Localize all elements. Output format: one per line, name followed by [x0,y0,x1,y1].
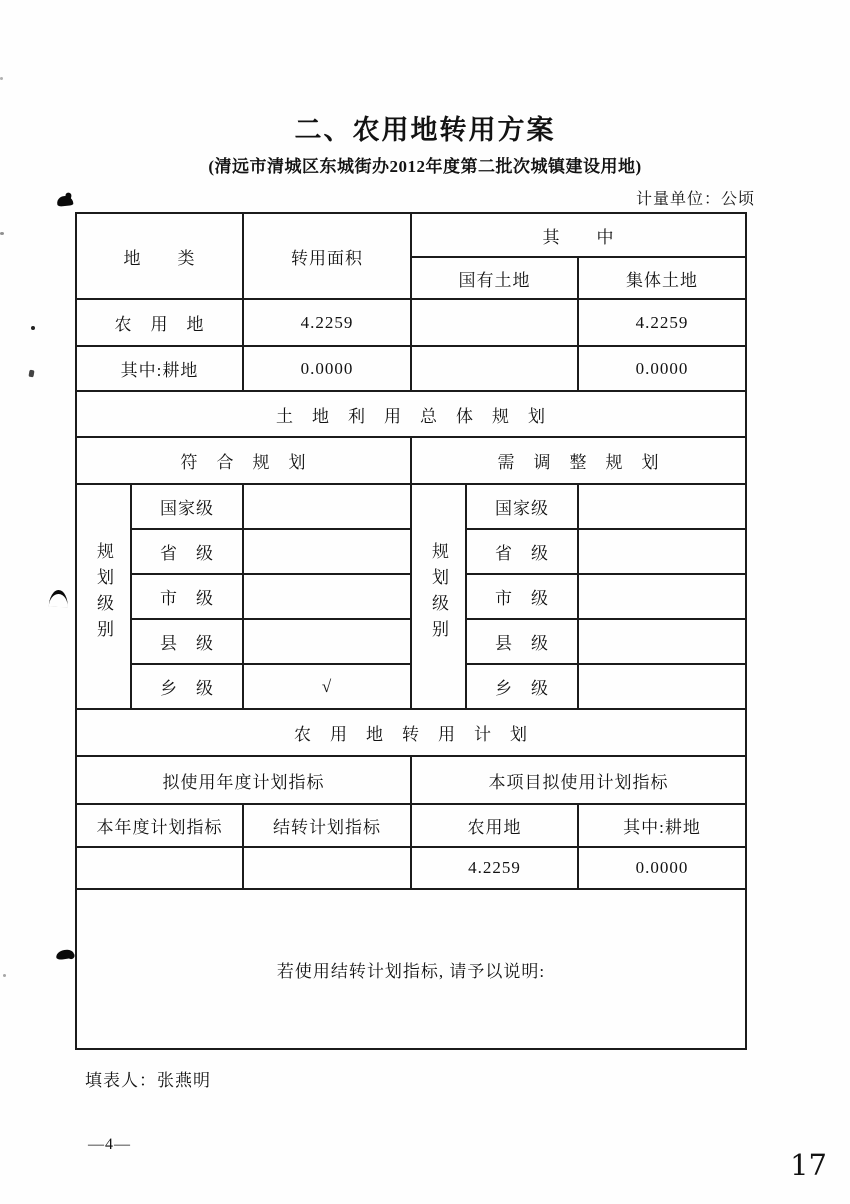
adjust-level-axis-label [411,484,466,709]
adjust-value-township [578,664,746,709]
conform-value-national [243,484,411,529]
conform-level-label-national: 国家级 [131,484,243,529]
agri-land-collective: 4.2259 [578,299,746,346]
plan-value-agri-land: 4.2259 [411,847,578,889]
table-row [76,299,746,346]
conform-value-city [243,574,411,619]
conform-level-label-city: 市 级 [131,574,243,619]
carryover-note-cell: 若使用结转计划指标, 请予以说明: [76,889,746,1049]
adjust-level-label-county: 县 级 [466,619,578,664]
header-of-which: 其 中 [411,213,746,257]
measurement-unit-label: 计量单位：公顷 [635,191,755,208]
table-row [76,756,746,804]
scan-artifact [0,232,4,235]
conform-level-label-province: 省 级 [131,529,243,574]
table-row [76,437,746,484]
vertical-text: 规划级别 [94,542,113,646]
table-row [76,847,746,889]
conform-value-province [243,529,411,574]
preparer-label: 填表人：张燕明 [85,1071,211,1090]
adjust-level-label-city: 市 级 [466,574,578,619]
scan-artifact [0,77,3,80]
planning-section-title: 土 地 利 用 总 体 规 划 [76,391,746,437]
scan-artifact [31,326,35,330]
adjust-value-national [578,484,746,529]
vertical-text: 规划级别 [429,542,448,646]
adjust-value-county [578,619,746,664]
conform-value-township-checkmark: √ [243,664,411,709]
plan-col-current-year: 本年度计划指标 [76,804,243,847]
page-title: 二、农用地转用方案 [294,115,556,145]
agri-land-state [411,299,578,346]
header-land-type: 地 类 [76,213,243,299]
header-collective-land: 集体土地 [578,257,746,299]
page-subtitle: (清远市清城区东城街办2012年度第二批次城镇建设用地) [208,157,642,176]
header-state-land: 国有土地 [411,257,578,299]
conform-value-county [243,619,411,664]
adjust-value-province [578,529,746,574]
plan-section-title: 农 用 地 转 用 计 划 [76,709,746,756]
page-number: —4— [88,1136,131,1153]
scan-artifact [57,195,74,207]
sheet-number: 17 [790,1148,827,1182]
agri-land-label: 农 用 地 [76,299,243,346]
table-row [76,709,746,756]
scan-artifact [28,370,34,378]
annual-plan-header: 拟使用年度计划指标 [76,756,411,804]
table-row [76,391,746,437]
project-plan-header: 本项目拟使用计划指标 [411,756,746,804]
adjust-level-label-national: 国家级 [466,484,578,529]
plan-col-cultivated: 其中:耕地 [578,804,746,847]
conform-planning-header: 符 合 规 划 [76,437,411,484]
adjust-value-city [578,574,746,619]
table-row [76,889,746,1049]
plan-col-carryover: 结转计划指标 [243,804,411,847]
conform-level-label-county: 县 级 [131,619,243,664]
plan-col-agri-land: 农用地 [411,804,578,847]
scan-artifact [49,590,69,608]
table-row [76,213,746,257]
cultivated-land-state [411,346,578,391]
adjust-level-label-township: 乡 级 [466,664,578,709]
plan-value-current-year [76,847,243,889]
agri-land-area: 4.2259 [243,299,411,346]
cultivated-land-area: 0.0000 [243,346,411,391]
plan-value-cultivated: 0.0000 [578,847,746,889]
scan-artifact [3,974,6,977]
header-conversion-area: 转用面积 [243,213,411,299]
table-row [76,484,746,529]
plan-value-carryover [243,847,411,889]
conform-level-axis-label [76,484,131,709]
scan-artifact [55,949,74,960]
cultivated-land-collective: 0.0000 [578,346,746,391]
adjust-level-label-province: 省 级 [466,529,578,574]
table-row [76,346,746,391]
table-row [76,804,746,847]
adjust-planning-header: 需 调 整 规 划 [411,437,746,484]
conform-level-label-township: 乡 级 [131,664,243,709]
land-conversion-table [75,212,747,1050]
cultivated-land-label: 其中:耕地 [76,346,243,391]
